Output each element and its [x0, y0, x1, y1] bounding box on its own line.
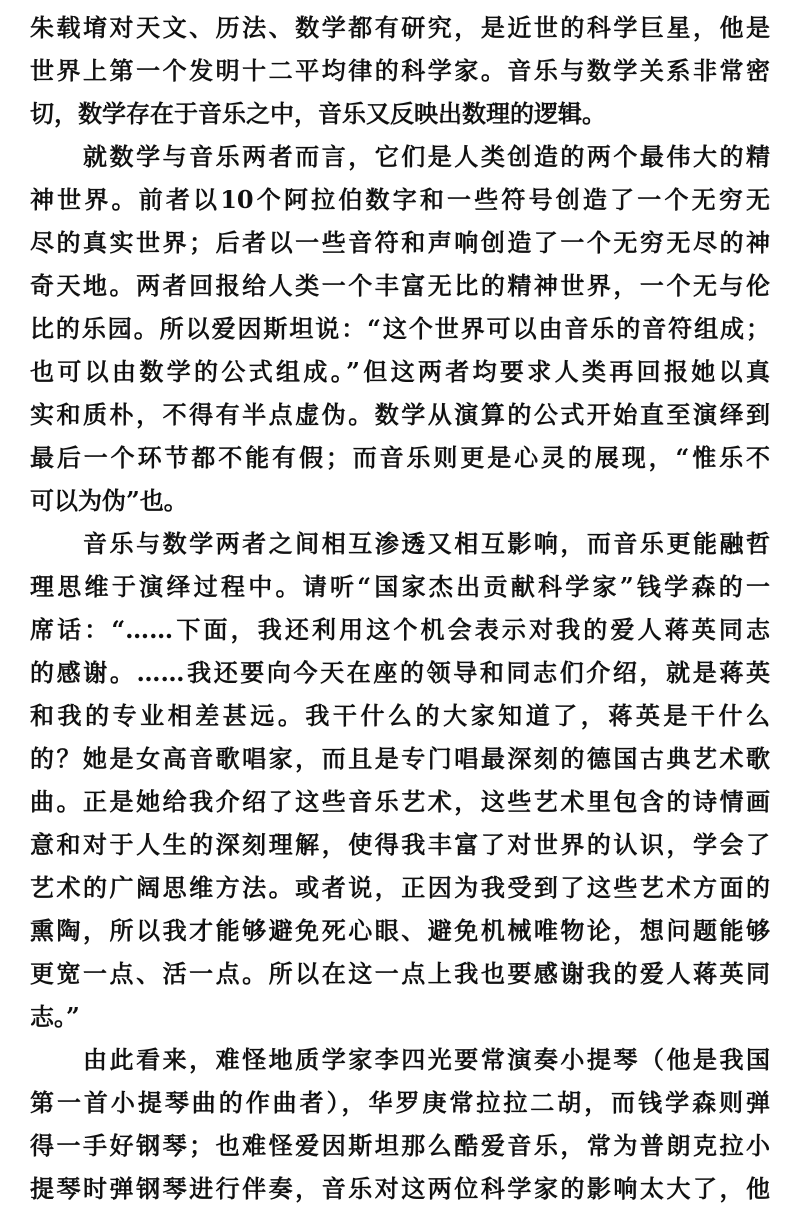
text-line: 可以为伪”也。	[30, 486, 188, 515]
paragraph-4	[30, 1038, 770, 1210]
text-line: 也可以由数学的公式组成。”但这两者均要求人类再回报她以真	[30, 357, 770, 386]
paragraph-2	[30, 135, 770, 522]
text-line: 的？她是女高音歌唱家，而且是专门唱最深刻的德国古典艺术歌	[30, 744, 770, 773]
text-line: 比的乐园。所以爱因斯坦说：“这个世界可以由音乐的音符组成；	[30, 314, 770, 343]
text-line: 意和对于人生的深刻理解，使得我丰富了对世界的认识，学会了	[30, 830, 770, 859]
text-line: 和我的专业相差甚远。我干什么的大家知道了，蒋英是干什么	[30, 701, 770, 730]
text-line: 志。”	[30, 1002, 80, 1031]
text-line: 第一首小提琴曲的作曲者），华罗庚常拉拉二胡，而钱学森则弹	[30, 1088, 770, 1117]
paragraph-3	[30, 522, 770, 1038]
text-line: 提琴时弹钢琴进行伴奏，音乐对这两位科学家的影响太大了，他	[30, 1174, 770, 1203]
text-line: 音乐与数学两者之间相互渗透又相互影响，而音乐更能融哲	[30, 529, 770, 558]
text-line: 最后一个环节都不能有假；而音乐则更是心灵的展现，“惟乐不	[30, 443, 770, 472]
text-line: 实和质朴，不得有半点虚伪。数学从演算的公式开始直至演绎到	[30, 400, 770, 429]
text-line: 就数学与音乐两者而言，它们是人类创造的两个最伟大的精	[30, 142, 770, 171]
text-line: 朱载堉对天文、历法、数学都有研究，是近世的科学巨星，他是	[30, 13, 770, 42]
text-line: 席话：“……下面，我还利用这个机会表示对我的爱人蒋英同志	[30, 615, 770, 644]
text-line: 理思维于演绎过程中。请听“国家杰出贡献科学家”钱学森的一	[30, 572, 770, 601]
text-line: 曲。正是她给我介绍了这些音乐艺术，这些艺术里包含的诗情画	[30, 787, 770, 816]
text-line: 艺术的广阔思维方法。或者说，正因为我受到了这些艺术方面的	[30, 873, 770, 902]
text-line: 由此看来，难怪地质学家李四光要常演奏小提琴（他是我国	[30, 1045, 770, 1074]
text-line: 尽的真实世界；后者以一些音符和声响创造了一个无穷无尽的神	[30, 228, 770, 257]
text-line: 奇天地。两者回报给人类一个丰富无比的精神世界，一个无与伦	[30, 271, 770, 300]
text-line: 的感谢。……我还要向今天在座的领导和同志们介绍，就是蒋英	[30, 658, 770, 687]
document-page	[30, 6, 770, 1210]
text-line: 得一手好钢琴；也难怪爱因斯坦那么酷爱音乐，常为普朗克拉小	[30, 1131, 770, 1160]
text-line: 更宽一点、活一点。所以在这一点上我也要感谢我的爱人蒋英同	[30, 959, 770, 988]
paragraph-1	[30, 6, 770, 135]
text-line: 切，数学存在于音乐之中，音乐又反映出数理的逻辑。	[30, 99, 606, 128]
text-line: 熏陶，所以我才能够避免死心眼、避免机械唯物论，想问题能够	[30, 916, 770, 945]
text-line: 世界上第一个发明十二平均律的科学家。音乐与数学关系非常密	[30, 56, 770, 85]
text-line: 神世界。前者以10个阿拉伯数字和一些符号创造了一个无穷无	[30, 185, 770, 214]
